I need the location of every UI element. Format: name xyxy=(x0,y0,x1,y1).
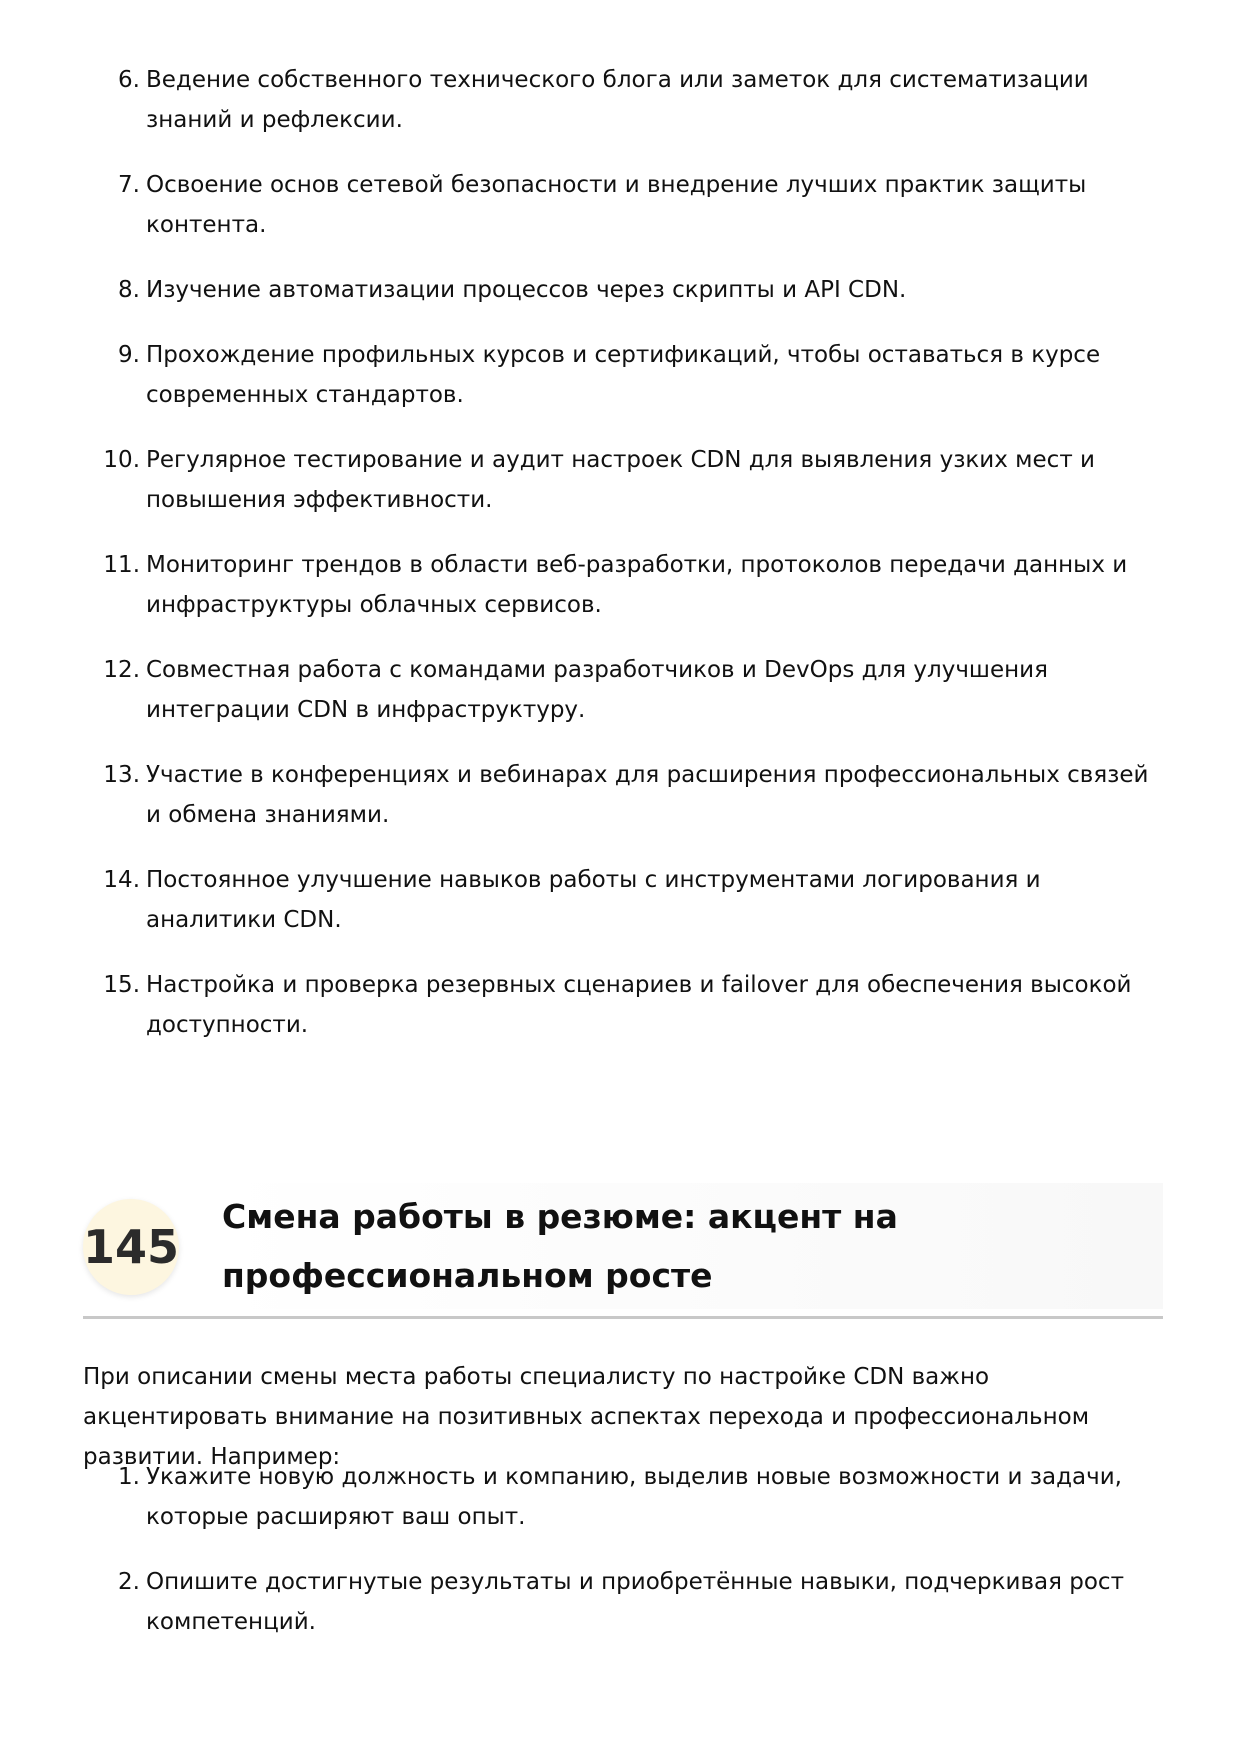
list-item-number: 1. xyxy=(118,1464,140,1490)
list-item-text: Регулярное тестирование и аудит настроек CDN для выявления узких мест и повышения эффективности. xyxy=(146,447,1095,513)
section-number-badge: 145 xyxy=(83,1199,179,1295)
list-item xyxy=(0,270,1239,310)
list-item-text: Настройка и проверка резервных сценариев и failover для обеспечения высокой доступности. xyxy=(146,972,1132,1038)
section-title: Смена работы в резюме: акцент на профессиональном росте xyxy=(222,1197,898,1295)
list-item-text: Ведение собственного технического блога или заметок для систематизации знаний и рефлексии. xyxy=(146,67,1089,133)
list-item-text: Укажите новую должность и компанию, выделив новые возможности и задачи, которые расширяют ваш опыт. xyxy=(146,1464,1122,1530)
list-item-number: 10. xyxy=(103,447,140,473)
list-item-number: 8. xyxy=(118,277,140,303)
section-intro-paragraph: При описании смены места работы специалисту по настройке CDN важно акцентировать внимание на позитивных аспектах перехода и профессиональном развитии. Например: xyxy=(83,1364,1090,1470)
list-item xyxy=(0,755,1239,835)
list-item-number: 7. xyxy=(118,172,140,198)
list-item xyxy=(0,1457,1239,1537)
list-item-number: 12. xyxy=(103,657,140,683)
list-item-number: 14. xyxy=(103,867,140,893)
list-item-text: Мониторинг трендов в области веб-разработки, протоколов передачи данных и инфраструктуры облачных сервисов. xyxy=(146,552,1128,618)
list-item xyxy=(0,545,1239,625)
list-item-number: 9. xyxy=(118,342,140,368)
list-item xyxy=(0,60,1239,140)
list-item-number: 13. xyxy=(103,762,140,788)
list-item xyxy=(0,965,1239,1045)
list-item-number: 6. xyxy=(118,67,140,93)
section-header xyxy=(83,1183,1163,1319)
numbered-list-bottom xyxy=(0,1457,1239,1667)
list-item-text: Постоянное улучшение навыков работы с инструментами логирования и аналитики CDN. xyxy=(146,867,1041,933)
list-item-text: Изучение автоматизации процессов через скрипты и API CDN. xyxy=(146,277,907,303)
list-item-text: Освоение основ сетевой безопасности и внедрение лучших практик защиты контента. xyxy=(146,172,1087,238)
list-item-number: 15. xyxy=(103,972,140,998)
list-item-number: 11. xyxy=(103,552,140,578)
list-item-text: Совместная работа с командами разработчиков и DevOps для улучшения интеграции CDN в инфраструктуру. xyxy=(146,657,1048,723)
list-item xyxy=(0,1562,1239,1642)
list-item-text: Участие в конференциях и вебинарах для расширения профессиональных связей и обмена знаниями. xyxy=(146,762,1149,828)
list-item xyxy=(0,165,1239,245)
list-item xyxy=(0,440,1239,520)
numbered-list-top xyxy=(0,60,1239,1070)
list-item-text: Опишите достигнутые результаты и приобретённые навыки, подчеркивая рост компетенций. xyxy=(146,1569,1124,1635)
list-item xyxy=(0,860,1239,940)
list-item xyxy=(0,335,1239,415)
list-item-text: Прохождение профильных курсов и сертификаций, чтобы оставаться в курсе современных стандартов. xyxy=(146,342,1101,408)
list-item xyxy=(0,650,1239,730)
list-item-number: 2. xyxy=(118,1569,140,1595)
